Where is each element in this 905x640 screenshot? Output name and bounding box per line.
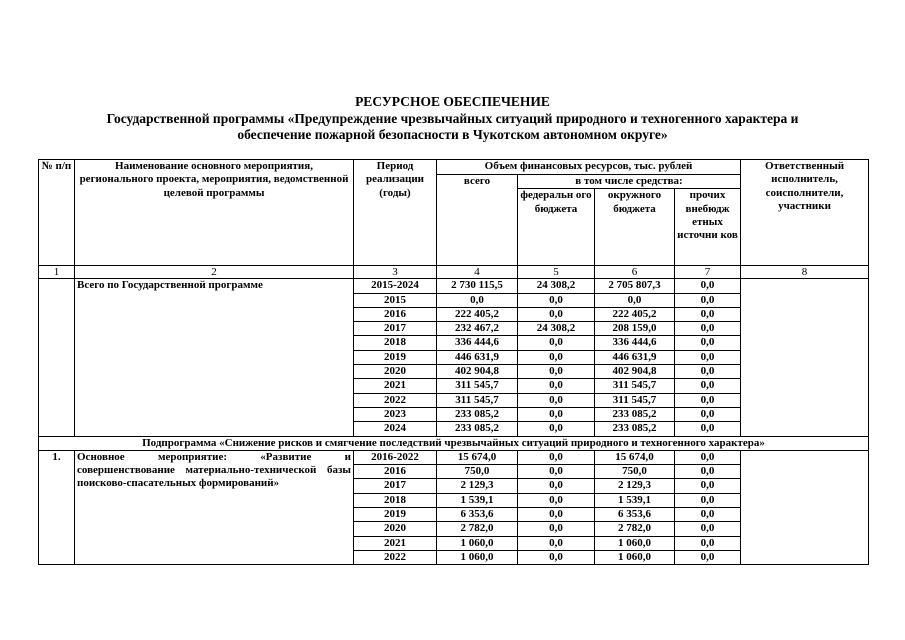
federal-cell: 0,0 bbox=[518, 536, 595, 550]
period-cell: 2015 bbox=[354, 293, 437, 307]
other-cell: 0,0 bbox=[675, 350, 741, 364]
district-cell: 208 159,0 bbox=[595, 322, 675, 336]
federal-cell: 0,0 bbox=[518, 479, 595, 493]
total-cell: 0,0 bbox=[437, 293, 518, 307]
federal-cell: 0,0 bbox=[518, 336, 595, 350]
document-subtitle-line2: обеспечение пожарной безопасности в Чукотском автономном округе» bbox=[237, 127, 668, 142]
total-cell: 233 085,2 bbox=[437, 422, 518, 436]
period-cell: 2016 bbox=[354, 307, 437, 321]
district-cell: 2 705 807,3 bbox=[595, 279, 675, 293]
district-cell: 336 444,6 bbox=[595, 336, 675, 350]
other-cell: 0,0 bbox=[675, 307, 741, 321]
document-title: РЕСУРСНОЕ ОБЕСПЕЧЕНИЕ bbox=[355, 94, 550, 109]
other-cell: 0,0 bbox=[675, 322, 741, 336]
period-cell: 2020 bbox=[354, 365, 437, 379]
other-cell: 0,0 bbox=[675, 522, 741, 536]
district-cell: 311 545,7 bbox=[595, 393, 675, 407]
federal-cell: 0,0 bbox=[518, 493, 595, 507]
period-cell: 2023 bbox=[354, 407, 437, 421]
total-cell: 15 674,0 bbox=[437, 450, 518, 464]
district-cell: 233 085,2 bbox=[595, 407, 675, 421]
total-block-label: Всего по Государственной программе bbox=[75, 279, 354, 436]
period-cell: 2018 bbox=[354, 493, 437, 507]
document-subtitle-line1: Государственной программы «Предупреждение чрезвычайных ситуаций природного и техногенного характера и bbox=[106, 111, 799, 126]
other-cell: 0,0 bbox=[675, 536, 741, 550]
total-block-responsible bbox=[741, 279, 869, 436]
period-cell: 2024 bbox=[354, 422, 437, 436]
federal-cell: 0,0 bbox=[518, 407, 595, 421]
federal-cell: 0,0 bbox=[518, 293, 595, 307]
period-cell: 2020 bbox=[354, 522, 437, 536]
total-cell: 2 782,0 bbox=[437, 522, 518, 536]
other-cell: 0,0 bbox=[675, 422, 741, 436]
activity-1-label: Основное мероприятие: «Развитие и совершенствование материально-технической базы поисково-спасательных формирований» bbox=[75, 450, 354, 564]
activity-1-row bbox=[39, 450, 869, 464]
total-cell: 311 545,7 bbox=[437, 393, 518, 407]
other-cell: 0,0 bbox=[675, 379, 741, 393]
header-name: Наименование основного мероприятия, регионального проекта, мероприятия, ведомственной целевой программы bbox=[75, 160, 354, 266]
col-num-5: 5 bbox=[518, 266, 595, 279]
subprogram-title: Подпрограмма «Снижение рисков и смягчение последствий чрезвычайных ситуаций природного и техногенного характера» bbox=[39, 436, 869, 450]
col-num-2: 2 bbox=[75, 266, 354, 279]
total-cell: 1 539,1 bbox=[437, 493, 518, 507]
other-cell: 0,0 bbox=[675, 336, 741, 350]
col-num-1: 1 bbox=[39, 266, 75, 279]
federal-cell: 0,0 bbox=[518, 379, 595, 393]
subprogram-row bbox=[39, 436, 869, 450]
other-cell: 0,0 bbox=[675, 293, 741, 307]
header-other: прочих внебюдж етных источни ков bbox=[675, 189, 741, 266]
district-cell: 402 904,8 bbox=[595, 365, 675, 379]
district-cell: 1 060,0 bbox=[595, 550, 675, 564]
federal-cell: 0,0 bbox=[518, 550, 595, 564]
other-cell: 0,0 bbox=[675, 393, 741, 407]
other-cell: 0,0 bbox=[675, 508, 741, 522]
header-total: всего bbox=[437, 175, 518, 266]
federal-cell: 0,0 bbox=[518, 350, 595, 364]
total-cell: 446 631,9 bbox=[437, 350, 518, 364]
total-cell: 311 545,7 bbox=[437, 379, 518, 393]
district-cell: 222 405,2 bbox=[595, 307, 675, 321]
period-cell: 2016 bbox=[354, 465, 437, 479]
period-cell: 2019 bbox=[354, 508, 437, 522]
period-cell: 2022 bbox=[354, 550, 437, 564]
district-cell: 2 129,3 bbox=[595, 479, 675, 493]
other-cell: 0,0 bbox=[675, 365, 741, 379]
district-cell: 2 782,0 bbox=[595, 522, 675, 536]
header-district: окружного бюджета bbox=[595, 189, 675, 266]
other-cell: 0,0 bbox=[675, 493, 741, 507]
district-cell: 750,0 bbox=[595, 465, 675, 479]
other-cell: 0,0 bbox=[675, 450, 741, 464]
federal-cell: 24 308,2 bbox=[518, 279, 595, 293]
col-num-6: 6 bbox=[595, 266, 675, 279]
period-cell: 2022 bbox=[354, 393, 437, 407]
district-cell: 233 085,2 bbox=[595, 422, 675, 436]
total-cell: 1 060,0 bbox=[437, 550, 518, 564]
header-period: Период реализации (годы) bbox=[354, 160, 437, 266]
resource-table bbox=[38, 159, 869, 565]
header-including: в том числе средства: bbox=[518, 175, 741, 189]
total-cell: 336 444,6 bbox=[437, 336, 518, 350]
period-cell: 2015-2024 bbox=[354, 279, 437, 293]
other-cell: 0,0 bbox=[675, 407, 741, 421]
total-cell: 222 405,2 bbox=[437, 307, 518, 321]
federal-cell: 0,0 bbox=[518, 365, 595, 379]
federal-cell: 0,0 bbox=[518, 508, 595, 522]
district-cell: 15 674,0 bbox=[595, 450, 675, 464]
federal-cell: 0,0 bbox=[518, 307, 595, 321]
federal-cell: 0,0 bbox=[518, 422, 595, 436]
period-cell: 2021 bbox=[354, 379, 437, 393]
activity-1-responsible bbox=[741, 450, 869, 564]
total-cell: 232 467,2 bbox=[437, 322, 518, 336]
district-cell: 1 060,0 bbox=[595, 536, 675, 550]
col-num-4: 4 bbox=[437, 266, 518, 279]
total-cell: 6 353,6 bbox=[437, 508, 518, 522]
period-cell: 2019 bbox=[354, 350, 437, 364]
federal-cell: 0,0 bbox=[518, 465, 595, 479]
total-cell: 2 129,3 bbox=[437, 479, 518, 493]
other-cell: 0,0 bbox=[675, 550, 741, 564]
federal-cell: 24 308,2 bbox=[518, 322, 595, 336]
district-cell: 446 631,9 bbox=[595, 350, 675, 364]
period-cell: 2017 bbox=[354, 322, 437, 336]
other-cell: 0,0 bbox=[675, 279, 741, 293]
total-cell: 402 904,8 bbox=[437, 365, 518, 379]
header-num: № п/п bbox=[39, 160, 75, 266]
total-cell: 750,0 bbox=[437, 465, 518, 479]
federal-cell: 0,0 bbox=[518, 450, 595, 464]
period-cell: 2016-2022 bbox=[354, 450, 437, 464]
federal-cell: 0,0 bbox=[518, 393, 595, 407]
total-cell: 1 060,0 bbox=[437, 536, 518, 550]
col-num-3: 3 bbox=[354, 266, 437, 279]
total-block-number bbox=[39, 279, 75, 436]
total-cell: 233 085,2 bbox=[437, 407, 518, 421]
federal-cell: 0,0 bbox=[518, 522, 595, 536]
district-cell: 6 353,6 bbox=[595, 508, 675, 522]
header-federal: федеральн ого бюджета bbox=[518, 189, 595, 266]
district-cell: 0,0 bbox=[595, 293, 675, 307]
period-cell: 2018 bbox=[354, 336, 437, 350]
header-responsible: Ответственный исполнитель, соисполнители, участники bbox=[741, 160, 869, 266]
col-num-7: 7 bbox=[675, 266, 741, 279]
other-cell: 0,0 bbox=[675, 465, 741, 479]
col-num-8: 8 bbox=[741, 266, 869, 279]
district-cell: 311 545,7 bbox=[595, 379, 675, 393]
column-numbers-row bbox=[39, 266, 869, 279]
total-block-row bbox=[39, 279, 869, 293]
other-cell: 0,0 bbox=[675, 479, 741, 493]
activity-1-number: 1. bbox=[39, 450, 75, 564]
period-cell: 2017 bbox=[354, 479, 437, 493]
total-cell: 2 730 115,5 bbox=[437, 279, 518, 293]
header-volume: Объем финансовых ресурсов, тыс. рублей bbox=[437, 160, 741, 175]
district-cell: 1 539,1 bbox=[595, 493, 675, 507]
period-cell: 2021 bbox=[354, 536, 437, 550]
